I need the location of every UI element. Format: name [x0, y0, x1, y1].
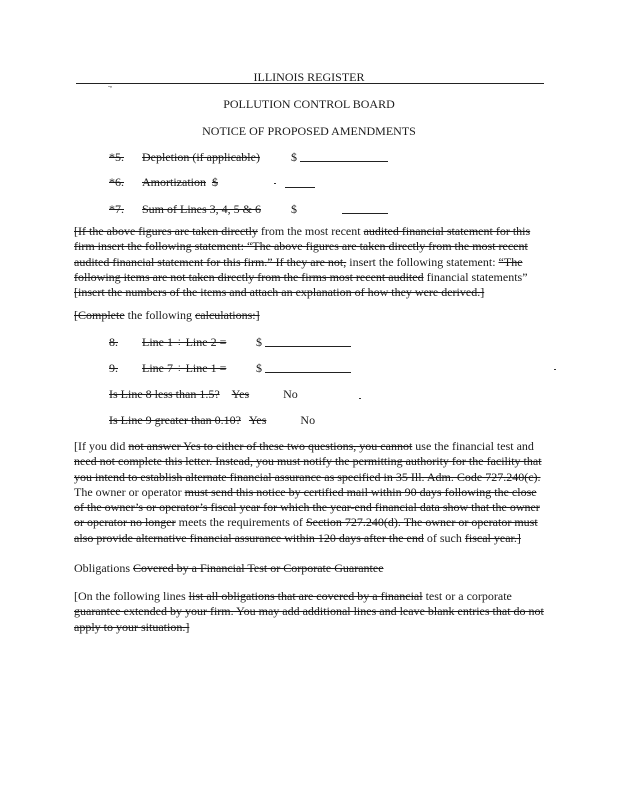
- p2-strike-3: must send this notice by certified mail within 90 days following the close of the owner’s or operator’s fiscal year for which the year-end financial data show that the owner or operator no longer: [74, 484, 540, 530]
- register-heading: ILLINOIS REGISTER: [253, 70, 365, 84]
- line-5-label: Depletion (if applicable): [142, 150, 260, 164]
- notice-heading: NOTICE OF PROPOSED AMENDMENTS: [202, 124, 416, 138]
- line-5-number: *5.: [109, 150, 124, 164]
- scan-speck: [274, 183, 276, 184]
- question-8-no: No: [283, 387, 298, 401]
- line-9-number: 9.: [109, 361, 118, 375]
- line-7-number: *7.: [109, 202, 124, 216]
- line-8-blank: [265, 346, 351, 347]
- obligations-strike: Covered by a Financial Test or Corporate Guarantee: [133, 561, 384, 575]
- complete-calculations-line: [74, 308, 260, 322]
- question-line-8: [109, 387, 298, 401]
- p1-plain-1: from the most recent: [257, 224, 364, 238]
- line-6-blank: [285, 187, 315, 188]
- p3-plain-2: test or a corporate: [422, 589, 512, 603]
- p1-strike-4: [insert the numbers of the items and attach an explanation of how they were derived.]: [74, 285, 485, 300]
- line-6-row: [109, 175, 218, 189]
- p3-plain-1: [On the following lines: [74, 589, 189, 603]
- line-8-dollar: $: [256, 335, 262, 349]
- p2-strike-4: Section 727.240(d). The owner or operator must also provide alternative financial assurance within 120 days after the end: [74, 515, 538, 545]
- p1-strike-1: [If the above figures are taken directly: [74, 224, 258, 238]
- line-9-blank: [265, 372, 351, 373]
- p1-strike-3: “The following items are not taken directly from the firms most recent audited: [74, 254, 523, 284]
- complete-strike-1: [Complete: [74, 308, 125, 322]
- line-7-blank: [342, 213, 388, 214]
- p2-strike-2: need not complete this letter. Instead, you must notify the permitting authority for the facility that you intend to establish alternate financial assurance as specified in 35 Ill. Adm. Code 727.240(c).: [74, 454, 542, 484]
- line-7-label: Sum of Lines 3, 4, 5 & 6: [142, 202, 261, 216]
- line-7-row: [109, 202, 271, 216]
- board-heading: POLLUTION CONTROL BOARD: [223, 97, 395, 111]
- obligations-plain: Obligations: [74, 561, 133, 575]
- p2-strike-5: fiscal year.]: [464, 530, 521, 545]
- question-8-label: Is Line 8 less than 1.5?: [109, 387, 220, 401]
- p1-plain-3: financial statements”: [423, 269, 528, 284]
- financial-test-paragraph: [74, 439, 544, 546]
- line-9-label: Line 7 ÷ Line 1 =: [142, 361, 227, 375]
- speck: .,: [108, 80, 112, 89]
- scan-speck: [359, 398, 361, 399]
- line-8-number: 8.: [109, 335, 118, 349]
- obligations-heading: [74, 561, 384, 575]
- complete-plain: the following: [124, 308, 195, 322]
- question-9-label: Is Line 9 greater than 0.10?: [109, 413, 241, 427]
- p3-strike-2: guarantee extended by your firm. You may add additional lines and leave blank entries that do not apply to your situation.]: [74, 604, 544, 634]
- p2-strike-1: not answer Yes to either of these two questions, you cannot: [128, 439, 413, 453]
- line-5-dollar: $: [291, 150, 297, 164]
- line-8-row: [109, 335, 226, 349]
- obligations-paragraph: [74, 589, 544, 635]
- question-9-yes: Yes: [248, 413, 267, 427]
- line-6-number: *6.: [109, 175, 124, 189]
- line-8-label: Line 1 ÷ Line 2 =: [142, 335, 227, 349]
- p2-plain-4: meets the requirements of: [175, 515, 306, 530]
- complete-strike-2: calculations:]: [194, 308, 260, 322]
- line-5-blank: [300, 161, 388, 162]
- line-9-row: [109, 361, 226, 375]
- line-5-row: [109, 150, 284, 164]
- scan-speck: [554, 369, 556, 370]
- p2-plain-3: The owner or operator: [74, 484, 185, 499]
- question-8-yes: Yes: [231, 387, 250, 401]
- line-7-dollar: $: [291, 202, 297, 216]
- p2-plain-2: use the financial test and: [412, 439, 534, 453]
- p1-plain-2: insert the following statement:: [346, 254, 499, 269]
- items-source-paragraph: [74, 224, 544, 300]
- p2-plain-5: of such: [423, 530, 465, 545]
- p3-strike-1: list all obligations that are covered by a financial: [188, 589, 423, 603]
- line-6-label: Amortization: [142, 175, 206, 189]
- p1-strike-2: audited financial statement for this firm insert the following statement: “The above figures are taken directly from the most recent audited financial statement for this firm.” If they are not,: [74, 224, 531, 269]
- line-6-dollar: $: [211, 175, 218, 189]
- question-line-9: [109, 413, 315, 427]
- line-9-dollar: $: [256, 361, 262, 375]
- question-9-no: No: [300, 413, 316, 427]
- p2-plain-1: [If you did: [74, 439, 129, 453]
